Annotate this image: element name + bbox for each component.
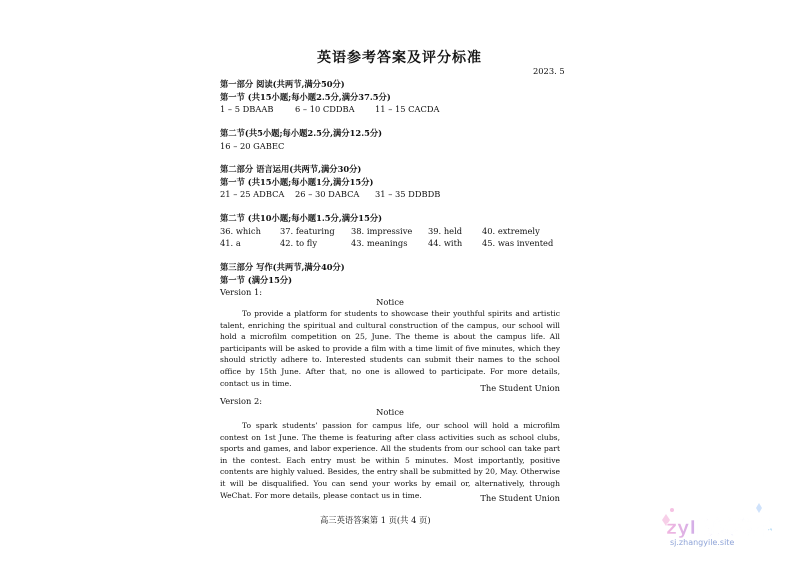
version1-signature: The Student Union: [480, 383, 560, 393]
part2-section1-heading: 第一节 (共15小题;每小题1分,满分15分): [220, 177, 374, 187]
part3-heading: 第三部分 写作(共两节,满分40分): [220, 262, 345, 272]
answer-item: 43. meanings: [351, 238, 408, 248]
answer-item: 39. held: [428, 226, 463, 236]
watermark-logo-icon: [652, 500, 780, 552]
answer-group: 6 – 10 CDDBA: [295, 104, 355, 114]
version2-notice-body: To spark students’ passion for campus life, our school will hold a microfilm contest on 1st June. The theme is featuring after class activities such as school clubs, sports and games, and labor experience. All the students from our school can take part in the contest. Each entry must be within 5 minutes. Most importantly, positive contents are highly valued. Besides, the entry shall be submitted by 20, May. Otherwise it will be disqualified. You can send your works by email or, alternatively, through WeChat. For more details, please contact us in time.: [220, 421, 560, 500]
answer-group: 16 – 20 GABEC: [220, 141, 285, 151]
version2-label: Version 2:: [220, 396, 263, 406]
version1-label: Version 1:: [220, 287, 263, 297]
version1-notice-title: Notice: [376, 297, 404, 307]
answer-group: 11 – 15 CACDA: [375, 104, 440, 114]
answer-item: 37. featuring: [280, 226, 335, 236]
answer-group: 1 – 5 DBAAB: [220, 104, 274, 114]
part1-heading: 第一部分 阅读(共两节,满分50分): [220, 79, 345, 89]
answer-item: 42. to fly: [280, 238, 318, 248]
part3-section1-heading: 第一节 (满分15分): [220, 275, 293, 285]
answer-item: 44. with: [428, 238, 463, 248]
answer-group: 31 – 35 DDBDB: [375, 189, 441, 199]
answer-item: 41. a: [220, 238, 241, 248]
document-date: 2023. 5: [533, 66, 565, 76]
version2-signature: The Student Union: [480, 493, 560, 503]
part1-section1-heading: 第一节 (共15小题;每小题2.5分,满分37.5分): [220, 92, 391, 102]
answer-item: 36. which: [220, 226, 261, 236]
version2-notice-title: Notice: [376, 407, 404, 417]
document-title: 英语参考答案及评分标准: [317, 50, 482, 66]
answer-group: 26 – 30 DABCA: [295, 189, 360, 199]
answer-group: 21 – 25 ADBCA: [220, 189, 285, 199]
part1-section2-heading: 第二节(共5小题;每小题2.5分,满分12.5分): [220, 128, 383, 138]
version1-notice-body: To provide a platform for students to showcase their youthful spirits and artistic talent, enriching the spiritual and cultural construction of the campus, our school will hold a microfilm competition on 25, June. The theme is about the campus life. All participants will be asked to provide a film with a time limit of five minutes, which they should strictly adhere to. Interested students can submit their names to the school office by 15th June. After that, no one is allowed to participate. For more details, contact us in time.: [220, 309, 560, 388]
page-footer: 高三英语答案第 1 页(共 4 页): [320, 515, 431, 525]
answer-item: 38. impressive: [351, 226, 413, 236]
answer-item: 40. extremely: [482, 226, 540, 236]
part2-section2-heading: 第二节 (共10小题;每小题1.5分,满分15分): [220, 213, 383, 223]
answer-item: 45. was invented: [482, 238, 554, 248]
watermark-brand: zyl的试卷库: [666, 517, 772, 539]
part2-heading: 第二部分 语言运用(共两节,满分30分): [220, 164, 362, 174]
watermark-site: sj.zhangyile.site: [670, 538, 735, 547]
watermark-logo: [652, 500, 780, 552]
